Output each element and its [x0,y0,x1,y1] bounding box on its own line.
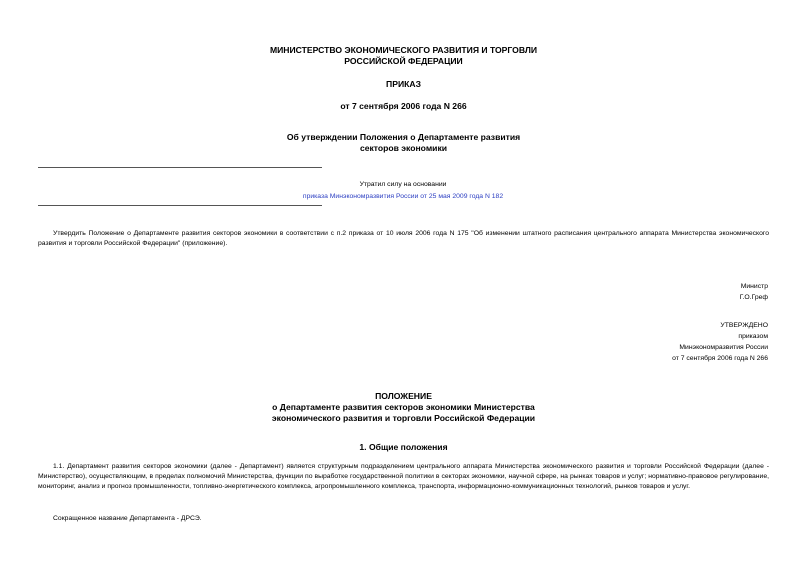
ministry-name-line1: МИНИСТЕРСТВО ЭКОНОМИЧЕСКОГО РАЗВИТИЯ И ТОРГОВЛИ [269,45,538,55]
section-title: 1. Общие положения [359,442,448,452]
clause-1-1: 1.1. Департамент развития секторов экономики (далее - Департамент) является структурным подразделением центрального аппарата Министерства экономического развития и торговли Российской Федерации (далее - Министерство), осуществляющим, в пределах полномочий Министерства, функции по выработке государственной политики в секторах экономики, научной сфере, на рынках товаров и услуг; нормативно-правовое регулирование, мониторинг, анализ и прогноз промышленности, топливно-энергетического комплекса, агропромышленного комплекса, транспорта, информационно-коммуникационных технологий, рынков товаров и услуг. [38,463,769,490]
repeal-note [290,179,516,203]
approval-line2: приказом [738,333,768,340]
doc-subject-line1: Об утверждении Положения о Департаменте развития [286,132,521,142]
short-name-paragraph: Сокращенное название Департамента - ДРСЭ. [53,515,202,522]
repeal-note-text: Утратил силу на основании [359,181,447,188]
signature-block [740,281,768,303]
divider-bottom [38,205,322,206]
doc-type: ПРИКАЗ [386,79,421,89]
signature-position: Министр [740,283,768,290]
regulation-title-block [0,391,807,424]
regulation-subtitle-line1: о Департаменте развития секторов экономики Министерства [272,402,535,412]
approval-block [672,320,768,364]
order-paragraph: Утвердить Положение о Департаменте развития секторов экономики в соответствии с п.2 приказа от 10 июля 2006 года N 175 "Об изменении штатного расписания центрального аппарата Министерства экономического развития и торговли Российской Федерации" (приложение). [38,230,769,247]
document-header [0,45,807,67]
approval-line1: УТВЕРЖДЕНО [720,322,768,329]
approval-line4: от 7 сентября 2006 года N 266 [672,355,768,362]
approval-line3: Минэкономразвития России [679,344,768,351]
ministry-name-line2: РОССИЙСКОЙ ФЕДЕРАЦИИ [344,56,463,66]
repeal-note-link[interactable]: приказа Минэкономразвития России от 25 мая 2009 года N 182 [302,193,504,200]
signature-name: Г.О.Греф [739,294,768,301]
doc-subject-line2: секторов экономики [359,143,448,153]
regulation-title: ПОЛОЖЕНИЕ [375,391,432,401]
divider-top [38,167,322,168]
regulation-subtitle-line2: экономического развития и торговли Российской Федерации [271,413,536,423]
doc-date-number: от 7 сентября 2006 года N 266 [340,101,467,111]
doc-subject [0,132,807,154]
